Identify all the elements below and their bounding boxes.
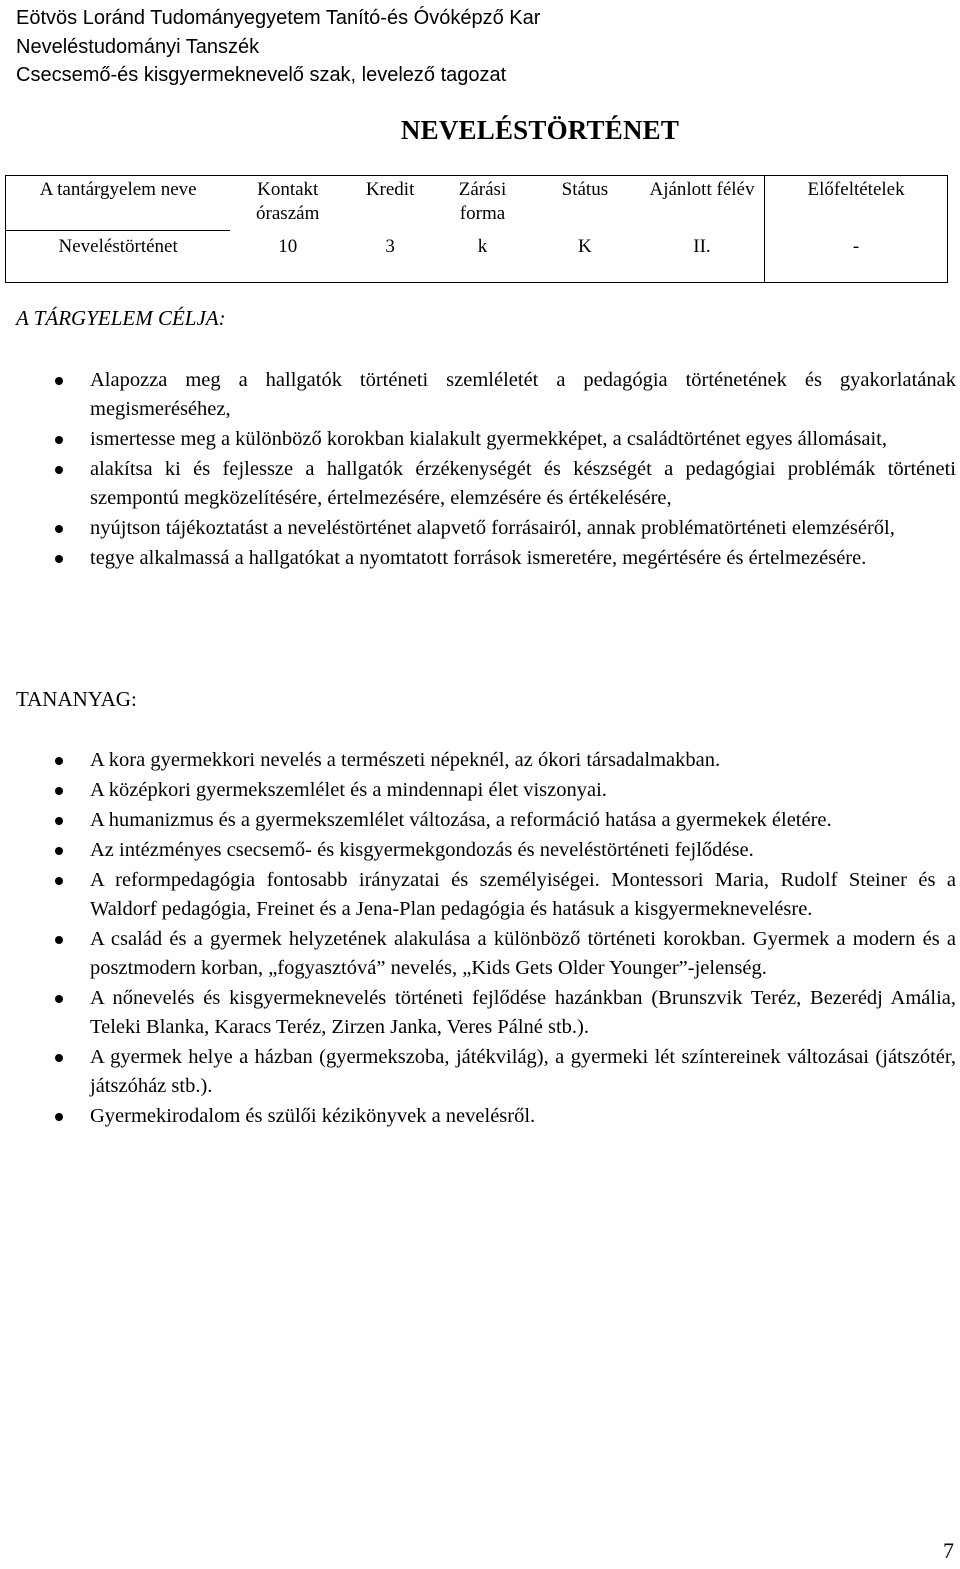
header-program: Csecsemő-és kisgyermeknevelő szak, levelező tagozat (16, 64, 507, 86)
col-header-name: A tantárgyelem neve (39, 179, 197, 200)
content-list (0, 746, 956, 1132)
list-item: A gyermek helye a házban (gyermekszoba, játékvilág), a gyermeki lét színtereinek változásai (játszótér, játszóház stb.). (0, 1043, 956, 1101)
bullet-icon (55, 936, 63, 944)
list-item: alakítsa ki és fejlessze a hallgatók érzékenységét és készségét a pedagógiai problémák történeti szempontú megközelítésére, értelmezésére, elemzésére és értékelésére, (0, 455, 956, 513)
list-item: A kora gyermekkori nevelés a természeti népeknél, az ókori társadalmakban. (0, 746, 956, 775)
bullet-icon (55, 1054, 63, 1062)
bullet-icon (55, 995, 63, 1003)
bullet-icon (55, 817, 63, 825)
col-header-prereq: Előfeltételek (807, 179, 905, 200)
col-header-credit: Kredit (365, 179, 415, 200)
list-item: ismertesse meg a különböző korokban kialakult gyermekképet, a családtörténet egyes állomásait, (0, 425, 956, 454)
list-item: A család és a gyermek helyzetének alakulása a különböző történeti korokban. Gyermek a modern és a posztmodern korban, „fogyasztóvá” nevelés, „Kids Gets Older Younger”-jelenség. (0, 925, 956, 983)
bullet-icon (55, 877, 63, 885)
col-header-status: Státus (561, 179, 609, 200)
list-item: A humanizmus és a gyermekszemlélet változása, a reformáció hatása a gyermekek életére. (0, 806, 956, 835)
list-item: A középkori gyermekszemlélet és a mindennapi élet viszonyai. (0, 776, 956, 805)
bullet-icon (55, 1113, 63, 1121)
page-title-text: NEVELÉSTÖRTÉNET (400, 115, 680, 145)
list-item: Az intézményes csecsemő- és kisgyermekgondozás és neveléstörténeti fejlődése. (0, 836, 956, 865)
header-department: Neveléstudományi Tanszék (16, 35, 260, 58)
bullet-icon (55, 787, 63, 795)
bullet-icon (55, 436, 63, 444)
aims-heading: A TÁRGYELEM CÉLJA: (16, 306, 226, 330)
cell-status: K (578, 235, 592, 257)
cell-exam: k (477, 235, 488, 257)
cell-semester: II. (640, 231, 765, 283)
list-item: A reformpedagógia fontosabb irányzatai és személyiségei. Montessori Maria, Rudolf Steiner és a Waldorf pedagógia, Freinet és a Jena-Plan pedagógia és hatásuk a kisgyermeknevelésre. (0, 866, 956, 924)
header-university: Eötvös Loránd Tudományegyetem Tanító-és Óvóképző Kar (16, 7, 541, 29)
bullet-icon (55, 377, 63, 385)
col-header-hours: Kontakt óraszám (256, 179, 320, 224)
content-heading: TANANYAG: (16, 687, 137, 711)
course-table-row (6, 231, 948, 283)
list-item: Gyermekirodalom és szülői kézikönyvek a nevelésről. (0, 1102, 956, 1131)
bullet-icon (55, 555, 63, 563)
cell-prereq: - (852, 235, 860, 257)
aims-list (0, 366, 956, 574)
course-table-header-row (6, 176, 948, 231)
cell-credit: 3 (385, 235, 395, 257)
list-item: Alapozza meg a hallgatók történeti szemléletét a pedagógia történetének és gyakorlatának megismeréséhez, (0, 366, 956, 424)
list-item: nyújtson tájékoztatást a neveléstörténet alapvető forrásairól, annak problématörténeti elemzéséről, (0, 514, 956, 543)
list-item: A nőnevelés és kisgyermeknevelés történeti fejlődése hazánkban (Brunszvik Teréz, Bezerédj Amália, Teleki Blanka, Karacs Teréz, Zirzen Janka, Veres Pálné stb.). (0, 984, 956, 1042)
cell-name: Neveléstörténet (6, 231, 231, 283)
bullet-icon (55, 757, 63, 765)
document-header (16, 4, 540, 90)
col-header-semester: Ajánlott félév (640, 176, 765, 231)
cell-hours: 10 (278, 235, 298, 257)
page-number: 7 (943, 1538, 954, 1563)
list-item: tegye alkalmassá a hallgatókat a nyomtatott források ismeretére, megértésére és értelmezésére. (0, 544, 956, 573)
col-header-exam: Zárási forma (458, 179, 507, 224)
course-info-table (5, 175, 948, 283)
page-title (0, 115, 960, 146)
bullet-icon (55, 525, 63, 533)
bullet-icon (55, 466, 63, 474)
bullet-icon (55, 847, 63, 855)
